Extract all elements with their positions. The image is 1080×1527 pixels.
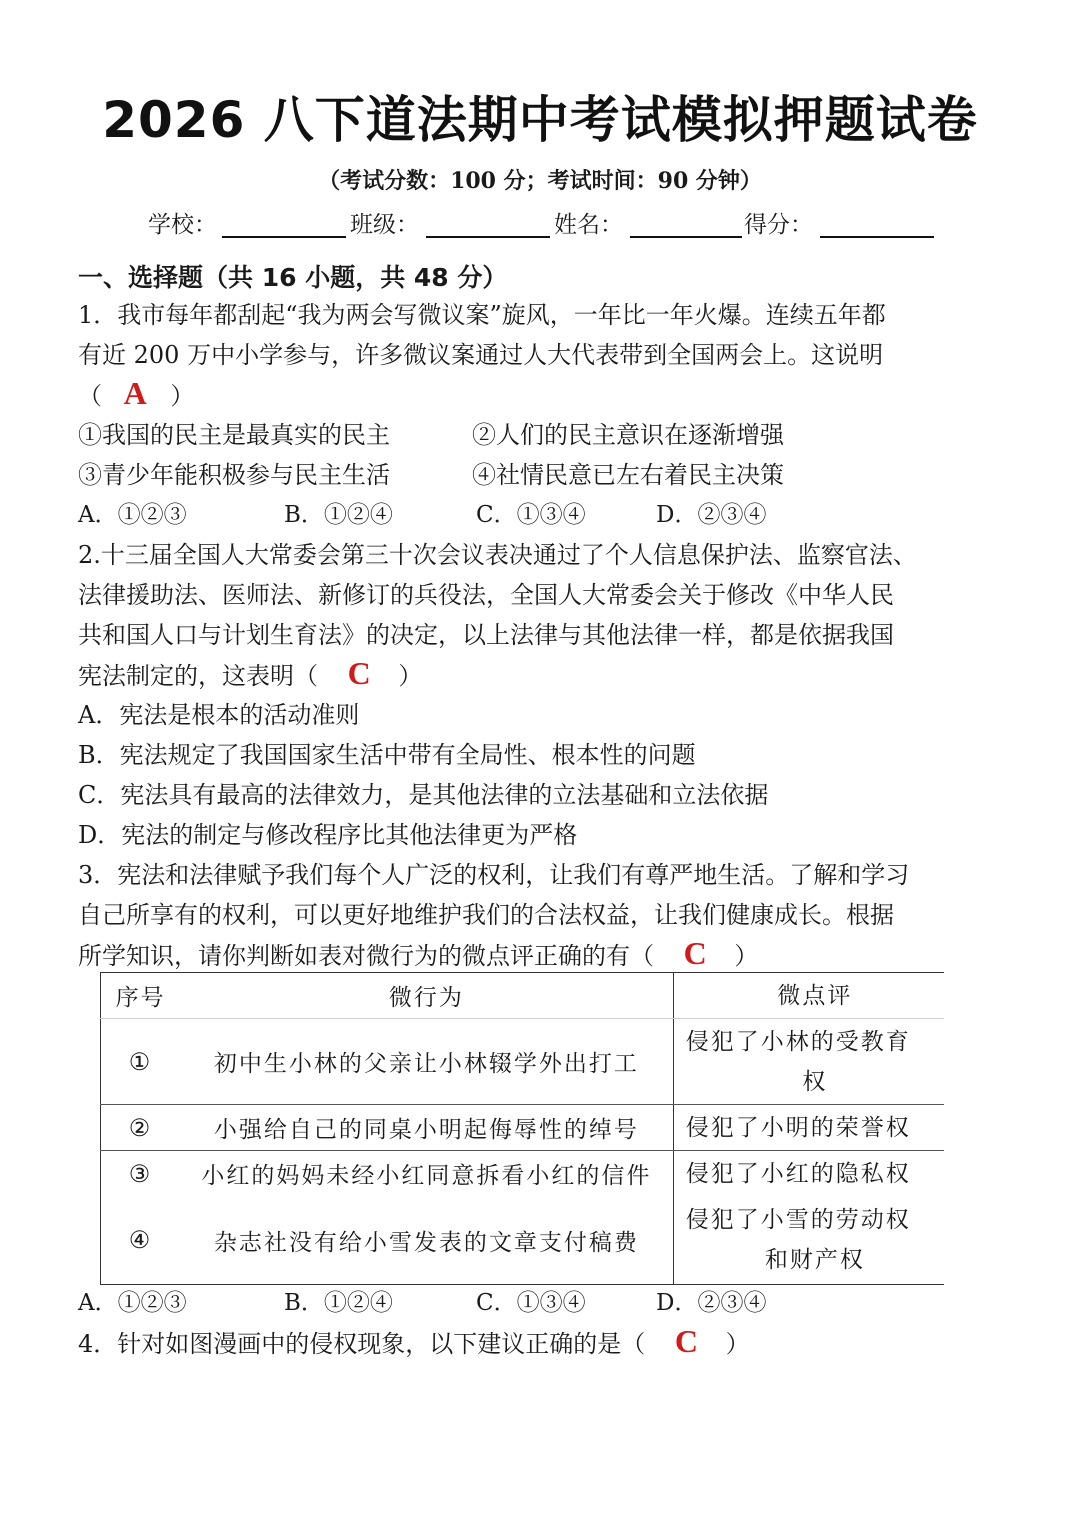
q1-paren-open: （	[78, 382, 102, 410]
q4-line	[78, 1324, 750, 1361]
q1-paren-close: ）	[170, 382, 195, 410]
q1-option-a: A．①②③	[78, 502, 187, 528]
q1-option-d: D．②③④	[656, 502, 767, 528]
q3-option-d: D．②③④	[656, 1290, 767, 1316]
table-row	[101, 1151, 945, 1197]
score-blank[interactable]	[820, 236, 934, 238]
row1-no: ①	[101, 1019, 181, 1105]
q2-paren-close: ）	[398, 662, 423, 690]
table-row	[101, 1105, 945, 1151]
row2-no: ②	[101, 1105, 181, 1151]
row4-no: ④	[101, 1197, 181, 1285]
name-label: 姓名：	[554, 212, 623, 238]
q3-paren-close: ）	[734, 942, 759, 970]
header-comment: 微点评	[673, 973, 944, 1019]
q3-line2: 自己所享有的权利，可以更好地维护我们的合法权益，让我们健康成长。根据	[78, 901, 894, 929]
row4-act: 杂志社没有给小雪发表的文章支付稿费	[180, 1197, 673, 1285]
table-row	[101, 1197, 945, 1285]
name-blank[interactable]	[630, 236, 742, 238]
q4-paren-close: ）	[725, 1330, 750, 1358]
q2-line1: 2.十三届全国人大常委会第三十次会议表决通过了个人信息保护法、监察官法、	[78, 541, 917, 569]
micro-behavior-table	[100, 972, 944, 1285]
q3-line3	[78, 936, 758, 973]
q3-line1: 3．宪法和法律赋予我们每个人广泛的权利，让我们有尊严地生活。了解和学习	[78, 861, 910, 889]
row4-comment	[673, 1197, 944, 1285]
q1-option-c: C．①③④	[476, 502, 586, 528]
q1-item-2: ②人们的民主意识在逐渐增强	[472, 421, 784, 449]
q4-answer: C	[674, 1323, 699, 1359]
row2-act: 小强给自己的同桌小明起侮辱性的绰号	[180, 1105, 673, 1151]
row1-comment-line2: 权	[802, 1068, 828, 1095]
q2-option-c: C．宪法具有最高的法律效力，是其他法律的立法基础和立法依据	[78, 781, 769, 809]
q2-option-b: B．宪法规定了我国国家生活中带有全局性、根本性的问题	[78, 741, 696, 769]
school-blank[interactable]	[222, 236, 346, 238]
q3-option-c: C．①③④	[476, 1290, 586, 1316]
row2-comment: 侵犯了小明的荣誉权	[673, 1105, 944, 1151]
q1-line1: 1．我市每年都刮起“我为两会写微议案”旋风，一年比一年火爆。连续五年都	[78, 301, 886, 329]
row4-comment-line2: 和财产权	[764, 1247, 865, 1274]
class-blank[interactable]	[426, 236, 550, 238]
student-info-row	[148, 206, 948, 242]
row3-act: 小红的妈妈未经小红同意拆看小红的信件	[180, 1151, 673, 1197]
header-act: 微行为	[180, 973, 673, 1019]
exam-subtitle: （考试分数：100 分；考试时间：90 分钟）	[318, 168, 762, 194]
q2-option-a: A．宪法是根本的活动准则	[78, 701, 360, 729]
q1-item-3: ③青少年能积极参与民主生活	[78, 461, 390, 489]
school-label: 学校：	[148, 212, 217, 238]
score-label: 得分：	[744, 212, 813, 238]
q2-line2: 法律援助法、医师法、新修订的兵役法，全国人大常委会关于修改《中华人民	[78, 581, 894, 609]
q1-answer-line	[78, 376, 194, 413]
section-heading: 一、选择题（共 16 小题，共 48 分）	[78, 263, 508, 292]
q2-line4-text: 宪法制定的，这表明（	[78, 662, 318, 690]
table-header-row	[101, 973, 945, 1019]
row3-no: ③	[101, 1151, 181, 1197]
q3-option-b: B．①②④	[284, 1290, 393, 1316]
q1-line2: 有近 200 万中小学参与，许多微议案通过人大代表带到全国两会上。这说明	[78, 341, 884, 369]
q1-answer: A	[123, 375, 147, 411]
row4-comment-line1: 侵犯了小雪的劳动权	[685, 1207, 911, 1234]
class-label: 班级：	[350, 212, 419, 238]
q2-answer: C	[347, 655, 371, 691]
q1-option-b: B．①②④	[284, 502, 393, 528]
header-no: 序号	[101, 973, 181, 1019]
q3-option-a: A．①②③	[78, 1290, 187, 1316]
q1-item-4: ④社情民意已左右着民主决策	[472, 461, 784, 489]
q4-text: 4．针对如图漫画中的侵权现象，以下建议正确的是（	[78, 1330, 646, 1358]
q3-line3-text: 所学知识，请你判断如表对微行为的微点评正确的有（	[78, 942, 654, 970]
row3-comment: 侵犯了小红的隐私权	[685, 1160, 911, 1187]
row1-comment-line1: 侵犯了小林的受教育	[685, 1028, 911, 1055]
q2-line4	[78, 656, 422, 693]
exam-title: 2026 八下道法期中考试模拟押题试卷	[102, 91, 978, 149]
row1-act: 初中生小林的父亲让小林辍学外出打工	[180, 1019, 673, 1105]
q3-answer: C	[683, 935, 707, 971]
q2-line3: 共和国人口与计划生育法》的决定，以上法律与其他法律一样，都是依据我国	[78, 621, 894, 649]
q2-option-d: D．宪法的制定与修改程序比其他法律更为严格	[78, 821, 578, 849]
q1-item-1: ①我国的民主是最真实的民主	[78, 421, 390, 449]
table-row	[101, 1019, 945, 1105]
row1-comment	[673, 1019, 944, 1105]
